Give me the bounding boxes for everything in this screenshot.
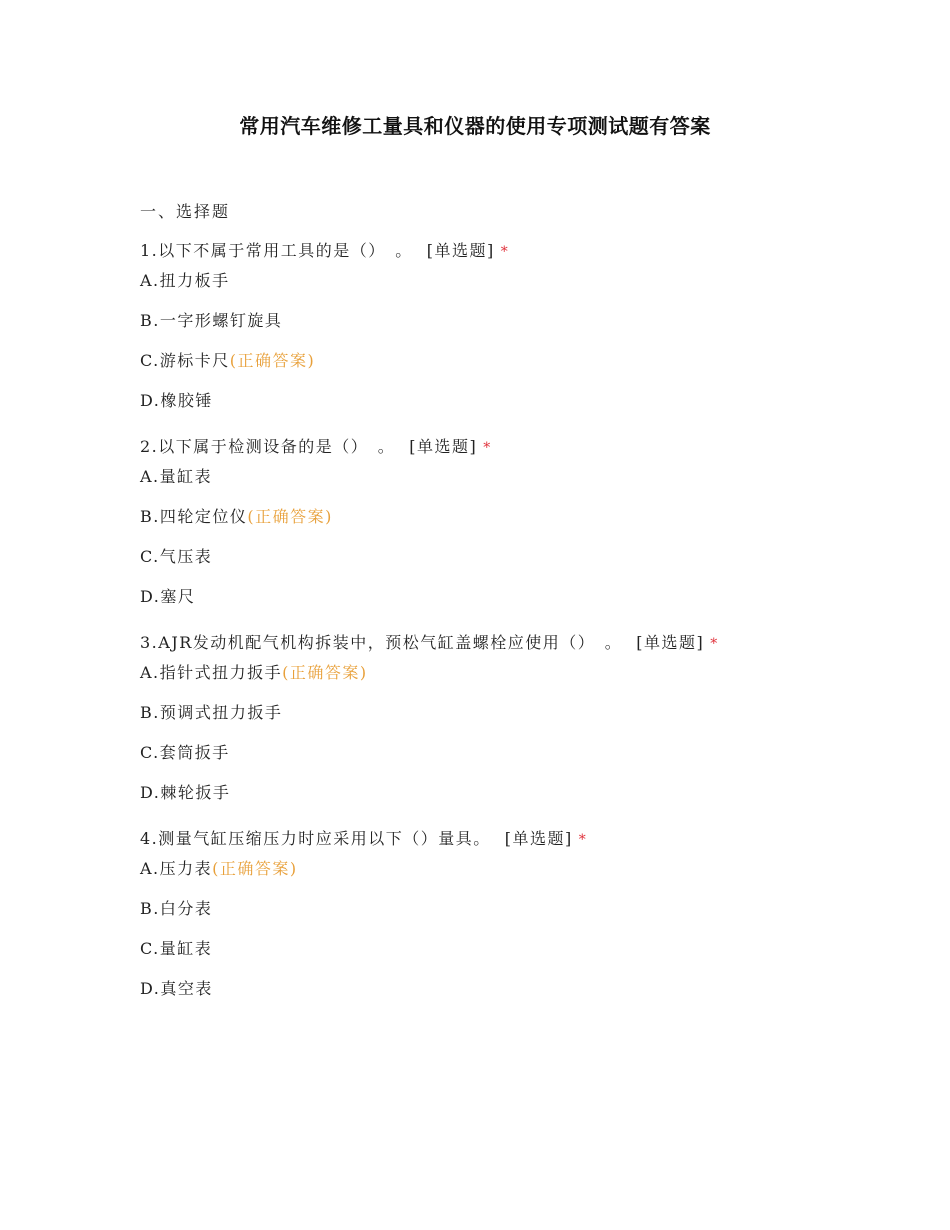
option-item [140,782,860,804]
question-stem [140,632,860,654]
question-text: 1.以下不属于常用工具的是（） 。 [140,241,413,260]
question-stem [140,240,860,262]
question-list [140,240,860,1024]
correct-answer-label: (正确答案) [282,663,368,682]
option-text: D.塞尺 [140,587,196,606]
required-asterisk: * [578,832,588,848]
question-block [140,632,860,804]
option-text: B.四轮定位仪 [140,507,248,526]
required-asterisk: * [710,636,719,652]
option-text: B.白分表 [140,899,213,918]
question-block [140,240,860,412]
option-text: A.指针式扭力扳手 [140,663,283,682]
option-item [140,938,860,960]
page-title: 常用汽车维修工量具和仪器的使用专项测试题有答案 [239,114,711,138]
option-item [140,742,860,764]
option-item [140,898,860,920]
option-item [140,270,860,292]
question-type-label: [单选题] [636,633,705,652]
option-text: C.量缸表 [140,939,213,958]
option-text: B.预调式扭力扳手 [140,703,283,722]
question-block [140,436,860,608]
option-item [140,466,860,488]
option-text: B.一字形螺钉旋具 [140,311,283,330]
option-text: D.棘轮扳手 [140,783,231,802]
option-text: C.套筒扳手 [140,743,230,762]
option-text: C.游标卡尺 [140,351,230,370]
correct-answer-label: (正确答案) [247,507,333,526]
question-text: 3.AJR发动机配气机构拆装中，预松气缸盖螺栓应使用（） 。 [140,633,623,652]
question-type-label: [单选题] [409,437,478,456]
option-text: D.橡胶锤 [140,391,213,410]
option-text: C.气压表 [140,547,213,566]
correct-answer-label: (正确答案) [212,859,298,878]
required-asterisk: * [500,244,510,260]
question-block [140,828,860,1000]
question-type-label: [单选题] [504,829,573,848]
option-item [140,390,860,412]
option-item [140,546,860,568]
correct-answer-label: (正确答案) [229,351,316,370]
question-stem [140,828,860,850]
question-text: 4.测量气缸压缩压力时应采用以下（）量具。 [140,829,491,848]
option-item [140,858,860,880]
option-item [140,702,860,724]
option-text: A.扭力板手 [140,271,230,290]
option-item [140,350,860,372]
option-item [140,978,860,1000]
section-heading: 一、选择题 [140,202,231,221]
option-item [140,586,860,608]
question-stem [140,436,860,458]
option-item [140,662,860,684]
question-type-label: [单选题] [426,241,495,260]
required-asterisk: * [483,440,492,456]
option-text: A.压力表 [140,859,213,878]
option-text: A.量缸表 [140,467,213,486]
option-text: D.真空表 [140,979,213,998]
option-item [140,310,860,332]
question-text: 2.以下属于检测设备的是（） 。 [140,437,396,456]
option-item [140,506,860,528]
